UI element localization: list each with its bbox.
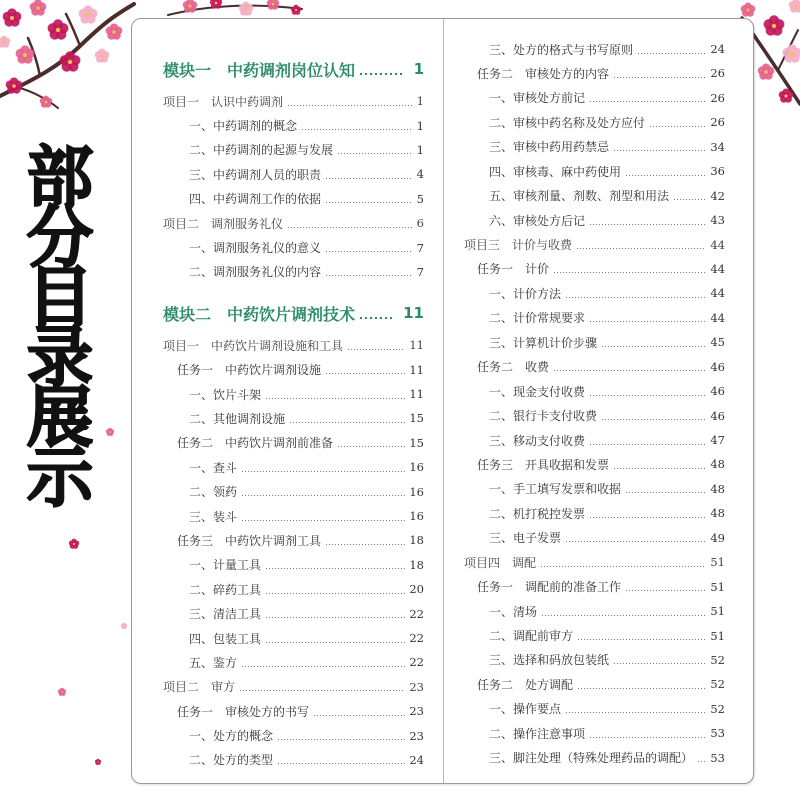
toc-section-entry <box>462 721 725 745</box>
toc-entry-page: 22 <box>409 631 424 645</box>
dot-leader <box>302 129 413 130</box>
plum-blossom <box>95 49 110 63</box>
toc-entry-page: 49 <box>710 530 725 545</box>
toc-entry-title: 三、审核中药用药禁忌 <box>489 140 610 155</box>
toc-entry-page: 22 <box>409 606 424 621</box>
toc-section-entry <box>161 235 424 259</box>
toc-section-entry <box>462 208 725 232</box>
dot-leader <box>266 642 405 643</box>
plum-blossom <box>741 3 756 17</box>
toc-entry-page: 18 <box>409 533 424 548</box>
toc-entry-page: 11 <box>409 338 424 353</box>
toc-entry-page: 22 <box>409 655 424 670</box>
dot-leader <box>590 737 706 738</box>
plum-blossom <box>60 51 81 71</box>
toc-task-entry <box>462 574 725 598</box>
toc-task-entry <box>462 61 725 85</box>
toc-entry-title: 项目二 审方 <box>163 680 236 695</box>
toc-task-entry <box>462 452 725 476</box>
dot-leader <box>578 688 706 689</box>
toc-section-entry <box>161 626 424 650</box>
toc-entry-title: 四、包装工具 <box>189 631 262 646</box>
toc-entry-title: 一、操作要点 <box>489 702 562 717</box>
plum-blossom <box>58 688 66 696</box>
dot-leader <box>288 227 413 228</box>
plum-blossom <box>210 0 223 9</box>
plum-blossom <box>69 539 79 549</box>
toc-section-entry <box>462 623 725 647</box>
dot-leader <box>542 615 706 616</box>
toc-entry-page: 20 <box>409 582 424 597</box>
plum-branch <box>168 6 302 15</box>
toc-section-entry <box>161 455 424 479</box>
plum-blossom <box>783 44 800 62</box>
toc-entry-title: 任务二 审核处方的内容 <box>477 66 610 81</box>
dot-leader <box>348 349 405 350</box>
toc-task-entry <box>161 699 424 723</box>
toc-entry-title: 二、银行卡支付收费 <box>489 409 598 424</box>
dot-leader <box>326 275 413 276</box>
toc-entry-title: 任务二 收费 <box>477 360 550 375</box>
dot-leader <box>614 663 706 664</box>
dot-leader <box>650 126 706 127</box>
toc-section-entry <box>462 648 725 672</box>
toc-entry-title: 一、审核处方前记 <box>489 91 586 106</box>
plum-blossom <box>291 5 301 15</box>
section-banner-vertical-title: 部分目录展示 <box>27 139 93 516</box>
toc-section-entry <box>462 330 725 354</box>
toc-section-entry <box>462 526 725 550</box>
toc-entry-page: 5 <box>416 191 424 206</box>
toc-task-entry <box>462 354 725 378</box>
dot-leader <box>590 395 706 396</box>
dot-leader <box>566 297 706 298</box>
plum-blossom <box>3 8 22 26</box>
toc-entry-page: 51 <box>710 628 725 643</box>
toc-entry-page: 23 <box>409 728 424 743</box>
toc-task-entry <box>462 257 725 281</box>
dot-leader <box>590 517 706 518</box>
dot-leader <box>360 73 404 75</box>
toc-entry-title: 三、计算机计价步骤 <box>489 335 598 350</box>
toc-entry-page: 53 <box>710 750 725 765</box>
toc-entry-page: 46 <box>710 384 725 399</box>
toc-section-entry <box>161 504 424 528</box>
toc-entry-page: 42 <box>710 188 725 203</box>
toc-entry-title: 三、脚注处理（特殊处理药品的调配） <box>489 751 694 766</box>
toc-entry-title: 任务三 中药饮片调剂工具 <box>177 533 322 548</box>
toc-entry-page: 51 <box>710 555 725 570</box>
toc-entry-title: 二、机打税控发票 <box>489 506 586 521</box>
toc-entry-page: 47 <box>710 433 725 448</box>
toc-entry-title: 三、移动支付收费 <box>489 433 586 448</box>
dot-leader <box>314 715 405 716</box>
toc-entry-title: 五、审核剂量、剂数、剂型和用法 <box>489 189 670 204</box>
toc-entry-title: 三、处方的格式与书写原则 <box>489 42 634 57</box>
plum-blossom <box>95 759 101 765</box>
dot-leader <box>554 370 706 371</box>
plum-branch <box>0 4 134 96</box>
toc-entry-title: 二、中药调剂的起源与发展 <box>189 143 334 158</box>
toc-entry-title: 任务三 开具收据和发票 <box>477 457 610 472</box>
toc-entry-page: 11 <box>409 387 424 402</box>
toc-entry-title: 任务一 计价 <box>477 262 550 277</box>
toc-entry-title: 二、调配前审方 <box>489 629 574 644</box>
toc-entry-page: 26 <box>710 90 725 105</box>
dot-leader <box>590 444 706 445</box>
toc-entry-page: 51 <box>710 579 725 594</box>
dot-leader <box>578 639 706 640</box>
dot-leader <box>326 178 413 179</box>
toc-entry-page: 36 <box>710 164 725 179</box>
dot-leader <box>266 593 405 594</box>
toc-entry-page: 16 <box>409 460 424 475</box>
toc-entry-title: 一、处方的概念 <box>189 729 274 744</box>
toc-section-entry <box>161 553 424 577</box>
toc-entry-page: 16 <box>409 484 424 499</box>
toc-right-column <box>462 37 725 770</box>
toc-entry-page: 45 <box>710 335 725 350</box>
plum-blossom <box>79 5 98 23</box>
toc-project-entry <box>161 89 424 113</box>
dot-leader <box>602 346 706 347</box>
toc-task-entry <box>161 431 424 455</box>
dot-leader <box>638 53 706 54</box>
plum-branch <box>20 88 58 108</box>
toc-section-entry <box>462 86 725 110</box>
dot-leader <box>242 520 405 521</box>
toc-section-entry <box>161 577 424 601</box>
plum-blossom <box>239 2 254 16</box>
toc-entry-page: 1 <box>416 94 424 109</box>
dot-leader <box>278 763 405 764</box>
toc-entry-page: 18 <box>409 557 424 572</box>
toc-section-entry <box>462 37 725 61</box>
toc-entry-title: 三、电子发票 <box>489 531 562 546</box>
plum-blossom <box>789 0 800 13</box>
toc-section-entry <box>161 479 424 503</box>
dot-leader <box>698 761 706 762</box>
toc-section-entry <box>161 187 424 211</box>
toc-entry-page: 51 <box>710 604 725 619</box>
toc-section-entry <box>161 260 424 284</box>
plum-blossom <box>183 0 198 13</box>
toc-section-entry <box>462 697 725 721</box>
toc-entry-page: 1 <box>416 118 424 133</box>
plum-blossom <box>121 623 127 629</box>
toc-entry-title: 一、查斗 <box>189 460 238 475</box>
plum-branch <box>28 38 40 76</box>
toc-entry-title: 三、中药调剂人员的职责 <box>189 167 322 182</box>
toc-entry-page: 1 <box>416 142 424 157</box>
dot-leader <box>674 199 706 200</box>
toc-entry-title: 项目三 计价与收费 <box>464 238 573 253</box>
plum-blossom <box>764 15 785 35</box>
dot-leader <box>266 617 405 618</box>
toc-entry-page: 6 <box>416 216 424 231</box>
toc-entry-title: 任务一 审核处方的书写 <box>177 704 310 719</box>
plum-blossom <box>758 63 775 79</box>
toc-entry-title: 二、碎药工具 <box>189 582 262 597</box>
dot-leader <box>566 541 706 542</box>
toc-section-entry <box>462 477 725 501</box>
toc-entry-page: 48 <box>710 481 725 496</box>
toc-entry-title: 一、手工填写发票和收据 <box>489 482 622 497</box>
toc-entry-page: 53 <box>710 726 725 741</box>
toc-entry-title: 二、调剂服务礼仪的内容 <box>189 265 322 280</box>
toc-section-entry <box>462 306 725 330</box>
toc-entry-page: 15 <box>409 411 424 426</box>
toc-entry-title: 五、鉴方 <box>189 655 238 670</box>
dot-leader <box>541 566 706 567</box>
toc-entry-page: 26 <box>710 115 725 130</box>
toc-entry-title: 项目一 中药饮片调剂设施和工具 <box>163 338 344 353</box>
toc-task-entry <box>161 528 424 552</box>
dot-leader <box>360 317 393 319</box>
toc-entry-title: 二、其他调剂设施 <box>189 411 286 426</box>
dot-leader <box>626 175 706 176</box>
toc-module-heading <box>161 293 424 333</box>
toc-entry-page: 34 <box>710 139 725 154</box>
plum-blossom <box>16 45 35 63</box>
toc-entry-title: 一、计价方法 <box>489 286 562 301</box>
dot-leader <box>326 373 405 374</box>
dot-leader <box>554 272 706 273</box>
toc-section-entry <box>462 501 725 525</box>
toc-entry-page: 43 <box>710 213 725 228</box>
dot-leader <box>266 398 405 399</box>
toc-entry-page: 26 <box>710 66 725 81</box>
toc-section-entry <box>462 428 725 452</box>
toc-entry-title: 一、饮片斗架 <box>189 387 262 402</box>
dot-leader <box>590 321 706 322</box>
table-of-contents-page <box>131 18 754 784</box>
toc-entry-page: 7 <box>416 240 424 255</box>
toc-project-entry <box>161 333 424 357</box>
dot-leader <box>338 446 405 447</box>
toc-section-entry <box>161 162 424 186</box>
toc-entry-page: 52 <box>710 701 725 716</box>
toc-entry-title: 任务二 中药饮片调剂前准备 <box>177 436 334 451</box>
toc-entry-title: 项目二 调剂服务礼仪 <box>163 216 284 231</box>
dot-leader <box>326 544 405 545</box>
toc-entry-page: 24 <box>710 42 725 57</box>
dot-leader <box>614 77 706 78</box>
toc-entry-title: 三、清洁工具 <box>189 607 262 622</box>
toc-entry-title: 二、计价常规要求 <box>489 311 586 326</box>
toc-entry-title: 一、清场 <box>489 604 538 619</box>
toc-section-entry <box>462 183 725 207</box>
column-divider <box>443 19 444 783</box>
toc-entry-title: 任务二 处方调配 <box>477 677 574 692</box>
toc-section-entry <box>462 403 725 427</box>
toc-entry-page: 52 <box>710 677 725 692</box>
toc-entry-title: 四、审核毒、麻中药使用 <box>489 164 622 179</box>
dot-leader <box>242 495 405 496</box>
dot-leader <box>626 492 706 493</box>
toc-section-entry <box>462 599 725 623</box>
toc-section-entry <box>462 745 725 769</box>
dot-leader <box>288 105 413 106</box>
dot-leader <box>326 251 413 252</box>
dot-leader <box>577 248 706 249</box>
toc-entry-page: 4 <box>416 167 424 182</box>
toc-entry-page: 46 <box>710 359 725 374</box>
plum-blossom <box>6 77 23 93</box>
toc-entry-page: 23 <box>409 704 424 719</box>
dot-leader <box>590 224 706 225</box>
toc-section-entry <box>161 406 424 430</box>
toc-entry-title: 四、中药调剂工作的依据 <box>189 192 322 207</box>
plum-branch <box>778 30 798 70</box>
dot-leader <box>240 690 405 691</box>
toc-entry-title: 三、装斗 <box>189 509 238 524</box>
toc-entry-title: 六、审核处方后记 <box>489 213 586 228</box>
plum-blossom <box>106 23 123 39</box>
toc-entry-page: 11 <box>409 362 424 377</box>
toc-task-entry <box>462 672 725 696</box>
toc-entry-title: 任务一 中药饮片调剂设施 <box>177 363 322 378</box>
plum-blossom <box>0 36 10 48</box>
toc-section-entry <box>462 135 725 159</box>
toc-entry-page: 48 <box>710 506 725 521</box>
dot-leader <box>626 590 706 591</box>
dot-leader <box>614 150 706 151</box>
dot-leader <box>278 739 405 740</box>
toc-entry-page: 7 <box>416 264 424 279</box>
toc-section-entry <box>161 748 424 772</box>
toc-entry-title: 模块二 中药饮片调剂技术 <box>163 304 356 324</box>
toc-entry-page: 11 <box>403 304 424 323</box>
toc-entry-page: 44 <box>710 310 725 325</box>
toc-entry-page: 44 <box>710 261 725 276</box>
toc-entry-title: 一、调剂服务礼仪的意义 <box>189 241 322 256</box>
dot-leader <box>590 101 706 102</box>
dot-leader <box>614 468 706 469</box>
toc-section-entry <box>462 281 725 305</box>
plum-blossom <box>779 89 794 103</box>
plum-blossom <box>48 19 69 39</box>
toc-section-entry <box>462 379 725 403</box>
toc-section-entry <box>462 110 725 134</box>
toc-entry-title: 一、计量工具 <box>189 558 262 573</box>
dot-leader <box>242 471 405 472</box>
toc-entry-page: 15 <box>409 435 424 450</box>
dot-leader <box>266 568 405 569</box>
toc-entry-title: 项目一 认识中药调剂 <box>163 94 284 109</box>
dot-leader <box>326 202 413 203</box>
toc-entry-page: 44 <box>710 237 725 252</box>
toc-module-heading <box>161 49 424 89</box>
toc-entry-title: 二、领药 <box>189 485 238 500</box>
toc-entry-title: 二、处方的类型 <box>189 753 274 768</box>
dot-leader <box>290 422 405 423</box>
toc-entry-page: 24 <box>409 752 424 767</box>
toc-section-entry <box>161 601 424 625</box>
toc-entry-title: 项目四 调配 <box>464 555 537 570</box>
dot-leader <box>338 153 413 154</box>
toc-entry-title: 一、中药调剂的概念 <box>189 119 298 134</box>
toc-entry-page: 46 <box>710 408 725 423</box>
toc-section-entry <box>161 382 424 406</box>
plum-blossom <box>267 0 280 10</box>
toc-project-entry <box>462 232 725 256</box>
toc-entry-page: 44 <box>710 286 725 301</box>
toc-entry-title: 任务一 调配前的准备工作 <box>477 580 622 595</box>
toc-project-entry <box>462 550 725 574</box>
toc-section-entry <box>161 650 424 674</box>
toc-entry-page: 16 <box>409 509 424 524</box>
toc-section-entry <box>161 113 424 137</box>
toc-task-entry <box>161 358 424 382</box>
toc-section-entry <box>161 138 424 162</box>
toc-entry-page: 52 <box>710 652 725 667</box>
dot-leader <box>566 712 706 713</box>
toc-entry-title: 模块一 中药调剂岗位认知 <box>163 60 356 80</box>
toc-entry-page: 23 <box>409 679 424 694</box>
plum-blossom <box>40 96 53 108</box>
toc-entry-title: 一、现金支付收费 <box>489 384 586 399</box>
toc-entry-title: 二、审核中药名称及处方应付 <box>489 115 646 130</box>
toc-section-entry <box>161 723 424 747</box>
toc-left-column <box>161 49 424 772</box>
toc-entry-page: 48 <box>710 457 725 472</box>
toc-entry-title: 二、操作注意事项 <box>489 726 586 741</box>
toc-project-entry <box>161 675 424 699</box>
toc-entry-page: 1 <box>413 60 424 78</box>
plum-blossom <box>30 0 47 16</box>
plum-branch <box>66 14 80 46</box>
toc-project-entry <box>161 211 424 235</box>
plum-blossom <box>106 428 114 436</box>
toc-entry-title: 三、选择和码放包装纸 <box>489 653 610 668</box>
dot-leader <box>242 666 405 667</box>
toc-section-entry <box>462 159 725 183</box>
dot-leader <box>602 419 706 420</box>
